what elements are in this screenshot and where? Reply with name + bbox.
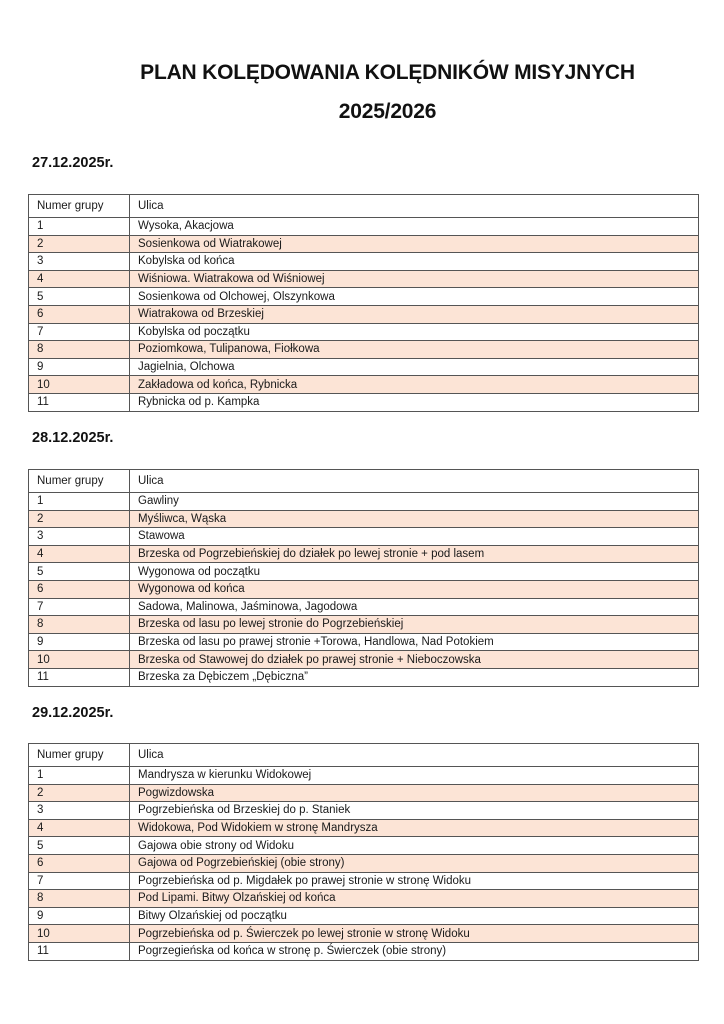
street-cell: Wygonowa od końca <box>130 580 699 598</box>
street-cell: Poziomkowa, Tulipanowa, Fiołkowa <box>130 341 699 359</box>
group-number-cell: 6 <box>29 305 130 323</box>
table-row <box>29 305 699 323</box>
group-number-cell: 11 <box>29 942 130 960</box>
table-row <box>29 493 699 511</box>
street-cell: Brzeska od lasu po prawej stronie +Torowa, Handlowa, Nad Potokiem <box>130 633 699 651</box>
group-number-cell: 9 <box>29 633 130 651</box>
group-number-cell: 5 <box>29 563 130 581</box>
group-number-cell: 9 <box>29 358 130 376</box>
street-cell: Pod Lipami. Bitwy Olzańskiej od końca <box>130 890 699 908</box>
group-number-cell: 11 <box>29 668 130 686</box>
table-header-row <box>29 744 699 767</box>
street-cell: Brzeska od Pogrzebieńskiej do działek po lewej stronie + pod lasem <box>130 545 699 563</box>
document-subtitle-year: 2025/2026 <box>338 100 437 123</box>
street-cell: Pogrzebieńska od p. Świerczek po lewej stronie w stronę Widoku <box>130 925 699 943</box>
table-row <box>29 872 699 890</box>
group-number-cell: 11 <box>29 393 130 411</box>
table-row <box>29 767 699 785</box>
group-number-cell: 10 <box>29 925 130 943</box>
group-number-cell: 7 <box>29 598 130 616</box>
column-header-group: Numer grupy <box>29 744 130 767</box>
table-header-row <box>29 195 699 218</box>
street-cell: Wygonowa od początku <box>130 563 699 581</box>
table-row <box>29 528 699 546</box>
table-row <box>29 942 699 960</box>
table-row <box>29 784 699 802</box>
street-cell: Gajowa obie strony od Widoku <box>130 837 699 855</box>
street-cell: Wiśniowa. Wiatrakowa od Wiśniowej <box>130 270 699 288</box>
table-row <box>29 907 699 925</box>
table-row <box>29 253 699 271</box>
table-row <box>29 510 699 528</box>
schedule-table-2 <box>28 469 699 687</box>
column-header-group: Numer grupy <box>29 470 130 493</box>
table-row <box>29 545 699 563</box>
table-row <box>29 925 699 943</box>
column-header-group: Numer grupy <box>29 195 130 218</box>
group-number-cell: 4 <box>29 819 130 837</box>
group-number-cell: 10 <box>29 651 130 669</box>
table-row <box>29 358 699 376</box>
table-row <box>29 668 699 686</box>
group-number-cell: 7 <box>29 872 130 890</box>
document-title: PLAN KOLĘDOWANIA KOLĘDNIKÓW MISYJNYCH <box>140 61 635 84</box>
group-number-cell: 3 <box>29 802 130 820</box>
group-number-cell: 8 <box>29 616 130 634</box>
street-cell: Widokowa, Pod Widokiem w stronę Mandrysza <box>130 819 699 837</box>
group-number-cell: 8 <box>29 341 130 359</box>
column-header-street: Ulica <box>130 195 699 218</box>
group-number-cell: 1 <box>29 218 130 236</box>
table-row <box>29 854 699 872</box>
table-row <box>29 580 699 598</box>
street-cell: Brzeska za Dębiczem „Dębiczna” <box>130 668 699 686</box>
street-cell: Brzeska od lasu po lewej stronie do Pogrzebieńskiej <box>130 616 699 634</box>
street-cell: Brzeska od Stawowej do działek po prawej stronie + Nieboczowska <box>130 651 699 669</box>
street-cell: Bitwy Olzańskiej od początku <box>130 907 699 925</box>
table-row <box>29 270 699 288</box>
table-row <box>29 376 699 394</box>
street-cell: Zakładowa od końca, Rybnicka <box>130 376 699 394</box>
table-row <box>29 633 699 651</box>
street-cell: Pogrzegieńska od końca w stronę p. Świerczek (obie strony) <box>130 942 699 960</box>
street-cell: Pogrzebieńska od p. Migdałek po prawej stronie w stronę Widoku <box>130 872 699 890</box>
group-number-cell: 1 <box>29 493 130 511</box>
table-row <box>29 393 699 411</box>
group-number-cell: 7 <box>29 323 130 341</box>
group-number-cell: 4 <box>29 270 130 288</box>
section-date-1: 27.12.2025r. <box>32 155 114 171</box>
group-number-cell: 6 <box>29 580 130 598</box>
group-number-cell: 5 <box>29 288 130 306</box>
group-number-cell: 2 <box>29 784 130 802</box>
street-cell: Sadowa, Malinowa, Jaśminowa, Jagodowa <box>130 598 699 616</box>
group-number-cell: 2 <box>29 235 130 253</box>
group-number-cell: 8 <box>29 890 130 908</box>
group-number-cell: 3 <box>29 528 130 546</box>
table-row <box>29 802 699 820</box>
street-cell: Stawowa <box>130 528 699 546</box>
section-date-3: 29.12.2025r. <box>32 705 114 721</box>
table-row <box>29 598 699 616</box>
street-cell: Sosienkowa od Wiatrakowej <box>130 235 699 253</box>
street-cell: Gawliny <box>130 493 699 511</box>
street-cell: Kobylska od końca <box>130 253 699 271</box>
table-row <box>29 288 699 306</box>
group-number-cell: 4 <box>29 545 130 563</box>
schedule-table-1 <box>28 194 699 412</box>
table-row <box>29 837 699 855</box>
column-header-street: Ulica <box>130 470 699 493</box>
group-number-cell: 9 <box>29 907 130 925</box>
table-row <box>29 563 699 581</box>
street-cell: Wiatrakowa od Brzeskiej <box>130 305 699 323</box>
street-cell: Pogrzebieńska od Brzeskiej do p. Staniek <box>130 802 699 820</box>
table-row <box>29 323 699 341</box>
street-cell: Rybnicka od p. Kampka <box>130 393 699 411</box>
group-number-cell: 5 <box>29 837 130 855</box>
street-cell: Pogwizdowska <box>130 784 699 802</box>
street-cell: Sosienkowa od Olchowej, Olszynkowa <box>130 288 699 306</box>
group-number-cell: 6 <box>29 854 130 872</box>
street-cell: Myśliwca, Wąska <box>130 510 699 528</box>
group-number-cell: 3 <box>29 253 130 271</box>
group-number-cell: 2 <box>29 510 130 528</box>
group-number-cell: 1 <box>29 767 130 785</box>
schedule-table-3 <box>28 743 699 961</box>
section-date-2: 28.12.2025r. <box>32 430 114 446</box>
table-row <box>29 616 699 634</box>
street-cell: Mandrysza w kierunku Widokowej <box>130 767 699 785</box>
table-row <box>29 235 699 253</box>
table-row <box>29 218 699 236</box>
table-row <box>29 341 699 359</box>
column-header-street: Ulica <box>130 744 699 767</box>
street-cell: Wysoka, Akacjowa <box>130 218 699 236</box>
table-row <box>29 819 699 837</box>
group-number-cell: 10 <box>29 376 130 394</box>
street-cell: Gajowa od Pogrzebieńskiej (obie strony) <box>130 854 699 872</box>
table-row <box>29 890 699 908</box>
table-header-row <box>29 470 699 493</box>
table-row <box>29 651 699 669</box>
street-cell: Jagielnia, Olchowa <box>130 358 699 376</box>
street-cell: Kobylska od początku <box>130 323 699 341</box>
